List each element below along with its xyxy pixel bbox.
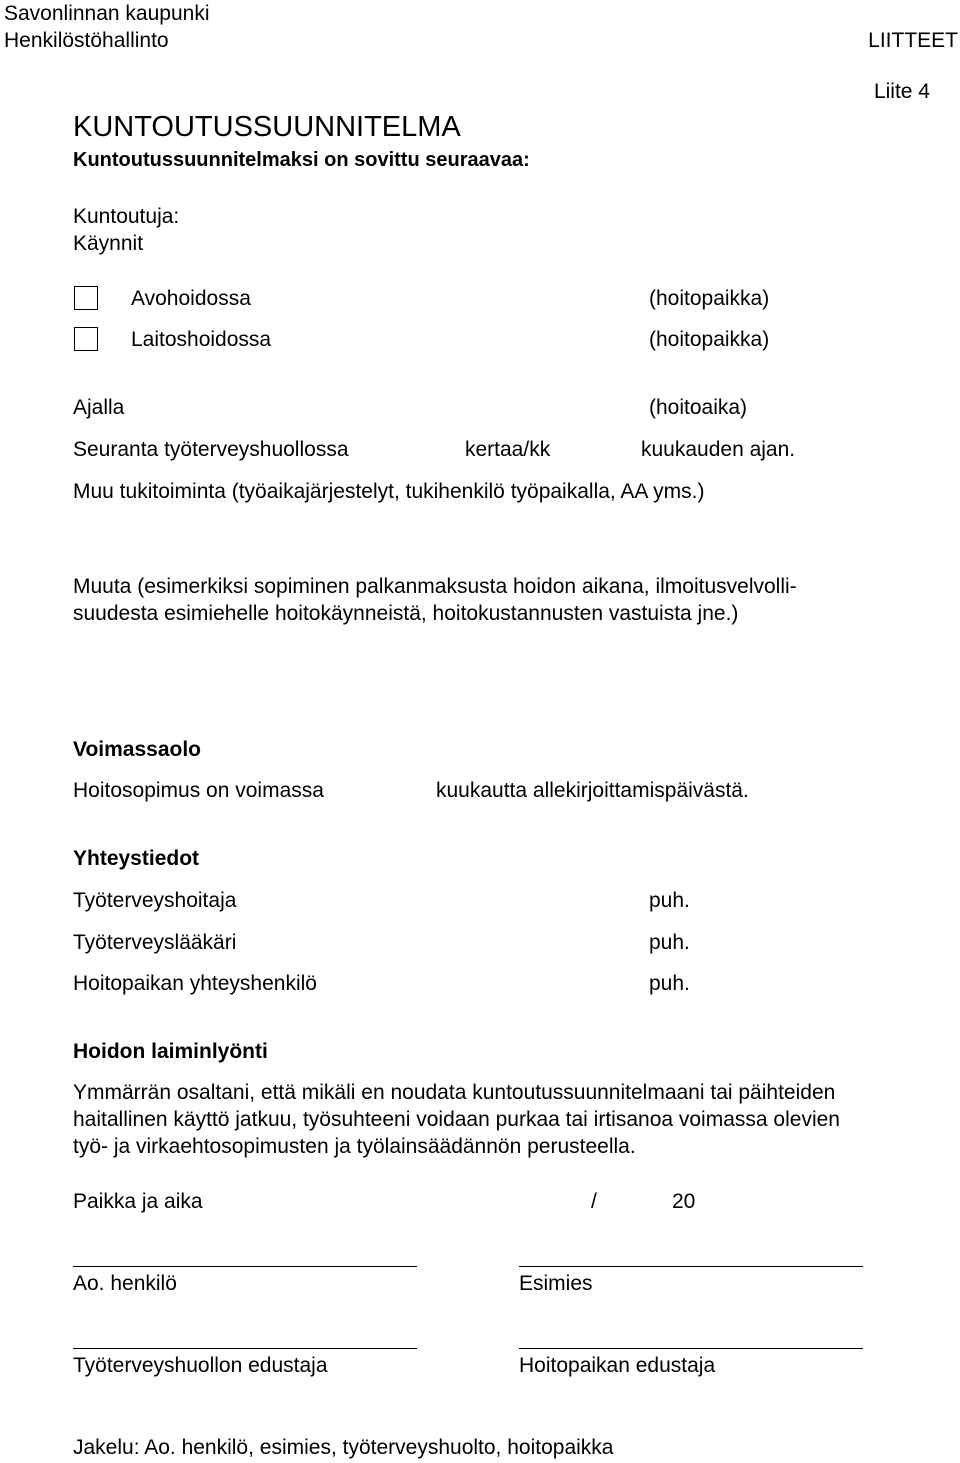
inpatient-checkbox[interactable]	[74, 327, 98, 351]
signature-line-person	[73, 1266, 417, 1267]
other-terms-line-1: Muuta (esimerkiksi sopiminen palkanmaksusta hoidon aikana, ilmoitusvelvolli-	[73, 575, 797, 598]
document-title: KUNTOUTUSSUUNNITELMA	[73, 111, 461, 143]
contact-label-doctor: Työterveyslääkäri	[73, 931, 237, 954]
validity-text: kuukautta allekirjoittamispäivästä.	[436, 779, 749, 802]
validity-label: Hoitosopimus on voimassa	[73, 779, 324, 802]
followup-frequency: kertaa/kk	[465, 438, 551, 461]
contact-phone-treatment-place: puh.	[649, 972, 690, 995]
department-name: Henkilöstöhallinto	[4, 29, 169, 52]
duration-label: Ajalla	[73, 396, 125, 419]
signature-label-person: Ao. henkilö	[73, 1272, 177, 1295]
attachment-label: Liite 4	[873, 80, 930, 103]
neglect-text-line-3: työ- ja virkaehtosopimusten ja työlainsäädännön perusteella.	[73, 1135, 636, 1158]
followup-label: Seuranta työterveyshuollossa	[73, 438, 349, 461]
section-label: LIITTEET	[868, 29, 958, 52]
inpatient-note: (hoitopaikka)	[649, 328, 770, 351]
outpatient-label: Avohoidossa	[131, 287, 251, 310]
organization-name: Savonlinnan kaupunki	[4, 2, 210, 25]
validity-heading: Voimassaolo	[73, 738, 201, 761]
contact-phone-nurse: puh.	[649, 889, 690, 912]
signature-line-supervisor	[519, 1266, 863, 1267]
document-subtitle: Kuntoutussuunnitelmaksi on sovittu seuraavaa:	[73, 149, 530, 171]
year-prefix: 20	[672, 1190, 696, 1213]
rehabilitee-label: Kuntoutuja:	[73, 205, 180, 228]
followup-period: kuukauden ajan.	[641, 438, 796, 461]
contact-label-nurse: Työterveyshoitaja	[73, 889, 237, 912]
neglect-text-line-1: Ymmärrän osaltani, että mikäli en noudata kuntoutussuunnitelmaani tai päihteiden	[73, 1081, 836, 1104]
date-separator: /	[591, 1190, 597, 1213]
inpatient-label: Laitoshoidossa	[131, 328, 272, 351]
place-date-label: Paikka ja aika	[73, 1190, 203, 1213]
neglect-heading: Hoidon laiminlyönti	[73, 1040, 268, 1063]
duration-note: (hoitoaika)	[649, 396, 748, 419]
other-terms-line-2: suudesta esimiehelle hoitokäynneistä, hoitokustannusten vastuista jne.)	[73, 602, 739, 625]
outpatient-checkbox[interactable]	[74, 286, 98, 310]
neglect-text-line-2: haitallinen käyttö jatkuu, työsuhteeni voidaan purkaa tai irtisanoa voimassa olevien	[73, 1108, 840, 1131]
visits-label: Käynnit	[73, 232, 144, 255]
distribution-list: Jakelu: Ao. henkilö, esimies, työterveyshuolto, hoitopaikka	[73, 1436, 614, 1459]
signature-line-occupational-health	[73, 1348, 417, 1349]
signature-label-occupational-health: Työterveyshuollon edustaja	[73, 1354, 328, 1377]
contacts-heading: Yhteystiedot	[73, 847, 200, 870]
signature-label-treatment-place: Hoitopaikan edustaja	[519, 1354, 716, 1377]
support-measures: Muu tukitoiminta (työaikajärjestelyt, tukihenkilö työpaikalla, AA yms.)	[73, 480, 705, 503]
signature-label-supervisor: Esimies	[519, 1272, 593, 1295]
contact-phone-doctor: puh.	[649, 931, 690, 954]
signature-line-treatment-place	[519, 1348, 863, 1349]
outpatient-note: (hoitopaikka)	[649, 287, 770, 310]
contact-label-treatment-place: Hoitopaikan yhteyshenkilö	[73, 972, 317, 995]
